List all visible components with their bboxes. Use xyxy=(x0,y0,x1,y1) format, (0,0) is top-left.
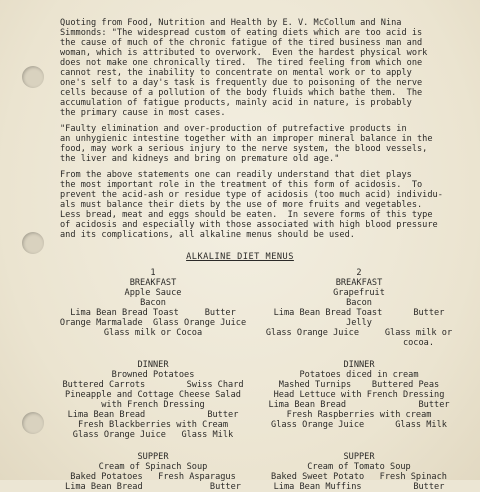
menu-item: Bacon xyxy=(140,298,166,308)
menus-title: ALKALINE DIET MENUS xyxy=(186,252,294,262)
quote-paragraph-line: food, may work a serious injury to the nerve system, the blood vessels, xyxy=(60,144,428,154)
menu-number: 2 xyxy=(356,268,362,278)
menu-item: Lima Bean Bread Butter xyxy=(65,482,241,492)
menu-item: Fresh Raspberries with cream xyxy=(286,410,432,420)
punch-hole xyxy=(22,412,44,434)
body-paragraph-line: prevent the acid-ash or residue type of acidosis (too much acid) individu- xyxy=(60,190,443,200)
body-paragraph-line: als must balance their diets by the use of more fruits and vegetables. xyxy=(60,200,423,210)
quote-paragraph-line: cells because of a pollution of the body fluids which bathe them. The xyxy=(60,88,423,98)
menu-item: with French Dressing xyxy=(101,400,205,410)
spacer xyxy=(48,440,258,452)
body-paragraph-line: and its complications, all alkaline menus should be used. xyxy=(60,230,355,240)
menu-number: 1 xyxy=(150,268,156,278)
menu-item: Pineapple and Cottage Cheese Salad xyxy=(65,390,241,400)
body-paragraph-line: From the above statements one can readily understand that diet plays xyxy=(60,170,412,180)
spacer xyxy=(48,348,258,360)
menu-item: Baked Potatoes Fresh Asparagus xyxy=(70,472,236,482)
meal-heading-breakfast: BREAKFAST xyxy=(129,278,177,288)
quote-paragraph-line: an unhygienic intestine together with an improper mineral balance in the xyxy=(60,134,433,144)
punch-hole xyxy=(22,66,44,88)
quote-paragraph-line: accumulation of fatigue products, mainly acid in nature, is probably xyxy=(60,98,412,108)
menu-item: Lima Bean Bread Butter xyxy=(67,410,239,420)
punch-hole xyxy=(22,232,44,254)
meal-heading-dinner: DINNER xyxy=(137,360,169,370)
menu-item: Lima Bean Muffins Butter xyxy=(273,482,445,492)
menu-item: Glass Orange Juice Glass Milk xyxy=(72,430,234,440)
menu-item: cocoa. xyxy=(402,338,434,348)
quote-paragraph-line: does not make one chronically tired. The tired feeling from which one xyxy=(60,58,423,68)
menu-item: Fresh Blackberries with Cream xyxy=(77,420,229,430)
menu-item: Grapefruit xyxy=(333,288,385,298)
spacer xyxy=(254,430,464,440)
menu-item: Cream of Tomato Soup xyxy=(307,462,411,472)
quote-paragraph-line: cannot rest, the inability to concentrate on mental work or to apply xyxy=(60,68,412,78)
quote-paragraph-line: Simmonds: "The widespread custom of eating diets which are too acid is xyxy=(60,28,423,38)
menu-item: Baked Sweet Potato Fresh Spinach xyxy=(271,472,447,482)
menu-item: Mashed Turnips Buttered Peas xyxy=(278,380,440,390)
menu-item: Potatoes diced in cream xyxy=(299,370,419,380)
menu-item: Lima Bean Bread Toast Butter xyxy=(273,308,445,318)
quote-paragraph-line: the primary cause in most cases. xyxy=(60,108,226,118)
body-paragraph-line: Less bread, meat and eggs should be eaten. In severe forms of this type xyxy=(60,210,433,220)
quote-paragraph-line: "Faulty elimination and over-production of putrefactive products in xyxy=(60,124,407,134)
spacer xyxy=(254,348,464,360)
menu-item: Orange Marmalade Glass Orange Juice xyxy=(59,318,247,328)
spacer xyxy=(48,338,258,348)
menu-column-1 xyxy=(48,268,258,492)
menu-item: Buttered Carrots Swiss Chard xyxy=(62,380,244,390)
quote-paragraph-line: the cause of much of the chronic fatigue of the tired business man and xyxy=(60,38,423,48)
meal-heading-supper: SUPPER xyxy=(343,452,375,462)
menu-item: Glass Orange Juice Glass Milk xyxy=(271,420,447,430)
menu-item: Lima Bean Bread Toast Butter xyxy=(70,308,236,318)
spacer xyxy=(254,440,464,452)
menu-item: Cream of Spinach Soup xyxy=(98,462,208,472)
menu-item: Head Lettuce with French Dressing xyxy=(273,390,445,400)
quote-paragraph-line: the liver and kidneys and bring on premature old age." xyxy=(60,154,340,164)
meal-heading-dinner: DINNER xyxy=(343,360,375,370)
meal-heading-supper: SUPPER xyxy=(137,452,169,462)
menu-item: Browned Potatoes xyxy=(111,370,195,380)
quote-paragraph-line: one's self to a day's task is frequently due to poisoning of the nerve xyxy=(60,78,423,88)
menu-item: Lima Bean Bread Butter xyxy=(268,400,450,410)
body-paragraph-line: the most important role in the treatment of this form of acidosis. To xyxy=(60,180,423,190)
menu-item: Glass milk or Cocoa xyxy=(103,328,203,338)
menu-item: Glass Orange Juice Glass milk or xyxy=(265,328,453,338)
body-paragraph-line: of acidosis and especially with those associated with high blood pressure xyxy=(60,220,438,230)
menu-column-2 xyxy=(254,268,464,492)
menu-item: Apple Sauce xyxy=(124,288,182,298)
meal-heading-breakfast: BREAKFAST xyxy=(335,278,383,288)
menu-item: Jelly xyxy=(346,318,372,328)
quote-paragraph-line: woman, which is attributed to overwork. Even the hardest physical work xyxy=(60,48,428,58)
menu-item: Bacon xyxy=(346,298,372,308)
quote-paragraph-line: Quoting from Food, Nutrition and Health by E. V. McCollum and Nina xyxy=(60,18,402,28)
